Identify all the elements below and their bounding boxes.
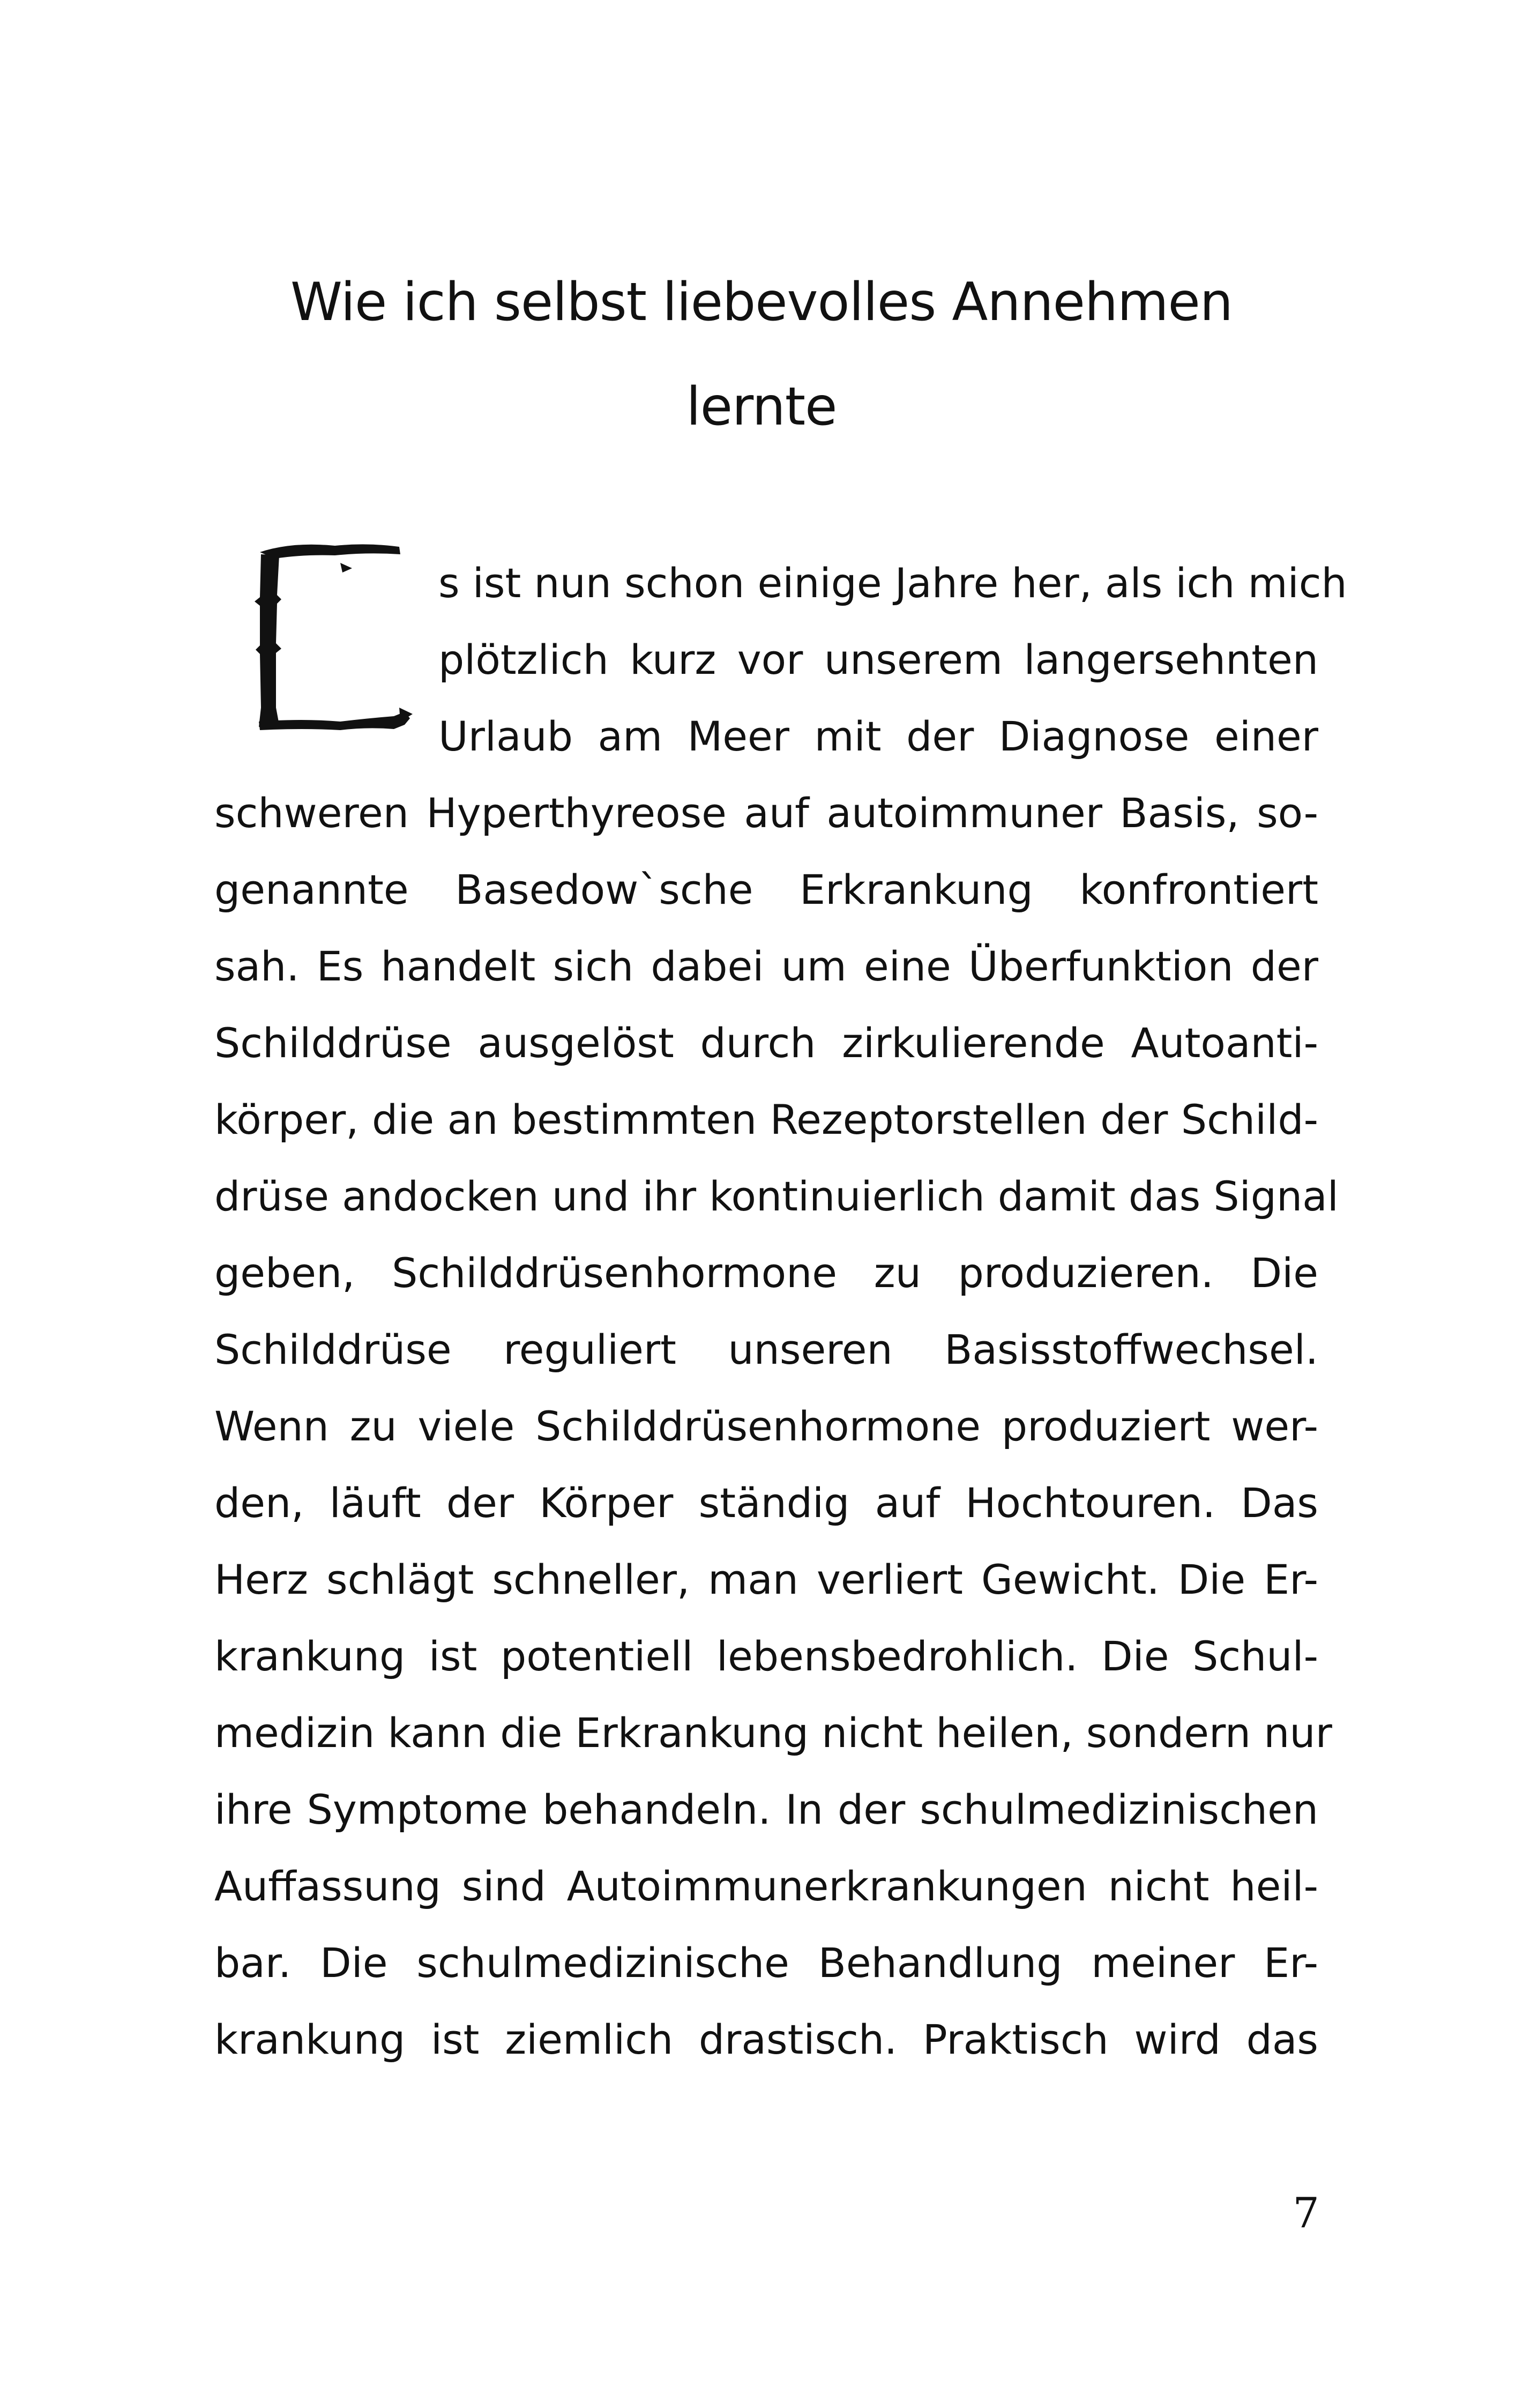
body-line-17: ihre Symptome behandeln. In der schulmedizinischen: [214, 1786, 1318, 1833]
drop-cap-letter-e: [228, 531, 426, 756]
body-line-18: Auffassung sind Autoimmunerkrankungen nicht heil-: [214, 1862, 1318, 1910]
body-line-9: drüse andocken und ihr kontinuierlich damit das Signal: [214, 1172, 1339, 1220]
page-number: 7: [1293, 2189, 1319, 2238]
body-line-14: Herz schlägt schneller, man verliert Gewicht. Die Er-: [214, 1556, 1318, 1603]
chapter-title-line-2: lernte: [686, 376, 837, 437]
body-line-6: sah. Es handelt sich dabei um eine Überfunktion der: [214, 942, 1318, 990]
body-line-20: krankung ist ziemlich drastisch. Praktisch wird das: [214, 2016, 1318, 2063]
chapter-title-line-1: Wie ich selbst liebevolles Annehmen: [290, 272, 1233, 333]
body-line-19: bar. Die schulmedizinische Behandlung meiner Er-: [214, 1939, 1318, 1987]
body-line-2: plötzlich kurz vor unserem langersehnten: [438, 636, 1318, 683]
body-line-4: schweren Hyperthyreose auf autoimmuner Basis, so-: [214, 789, 1318, 837]
body-line-7: Schilddrüse ausgelöst durch zirkulierende Autoanti-: [214, 1019, 1318, 1067]
body-line-13: den, läuft der Körper ständig auf Hochtouren. Das: [214, 1479, 1318, 1527]
body-line-8: körper, die an bestimmten Rezeptorstellen der Schild-: [214, 1096, 1318, 1143]
body-line-15: krankung ist potentiell lebensbedrohlich. Die Schul-: [214, 1632, 1318, 1680]
body-line-1: s ist nun schon einige Jahre her, als ich mich: [438, 559, 1347, 607]
body-line-11: Schilddrüse reguliert unseren Basisstoffwechsel.: [214, 1326, 1318, 1373]
body-line-12: Wenn zu viele Schilddrüsenhormone produziert wer-: [214, 1402, 1318, 1450]
body-line-10: geben, Schilddrüsenhormone zu produzieren. Die: [214, 1249, 1318, 1297]
body-line-5: genannte Basedow`sche Erkrankung konfrontiert: [214, 866, 1318, 913]
body-line-3: Urlaub am Meer mit der Diagnose einer: [438, 712, 1318, 760]
body-line-16: medizin kann die Erkrankung nicht heilen, sondern nur: [214, 1709, 1332, 1757]
